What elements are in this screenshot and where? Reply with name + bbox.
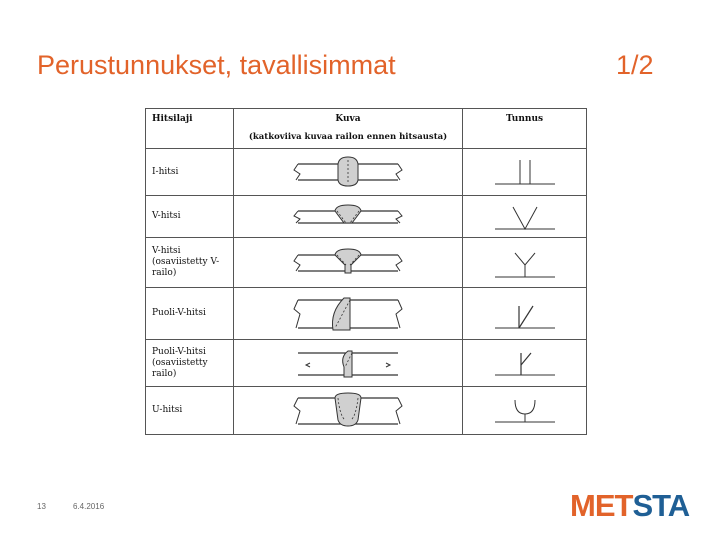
weld-type-name: Puoli-V-hitsi (osaviistetty railo) bbox=[146, 340, 234, 387]
weld-type-name: I-hitsi bbox=[146, 149, 234, 196]
slide-number: 13 bbox=[37, 502, 46, 511]
weld-type-name: U-hitsi bbox=[146, 387, 234, 435]
i-weld-symbol-icon bbox=[463, 149, 587, 196]
half-y-weld-symbol-icon bbox=[463, 340, 587, 387]
header-image-subtitle: (katkoviiva kuvaa railon ennen hitsausta) bbox=[248, 132, 448, 142]
table-row bbox=[146, 238, 587, 288]
header-symbol: Tunnus bbox=[463, 109, 587, 149]
weld-type-name: V-hitsi bbox=[146, 196, 234, 238]
logo-part-met: MET bbox=[570, 488, 633, 523]
u-weld-cross-section-icon bbox=[234, 387, 463, 435]
half-v-weld-cross-section-icon bbox=[234, 288, 463, 340]
page-indicator: 1/2 bbox=[616, 50, 654, 80]
partial-half-v-weld-cross-section-icon bbox=[234, 340, 463, 387]
i-weld-cross-section-icon bbox=[234, 149, 463, 196]
table-row bbox=[146, 288, 587, 340]
table-row bbox=[146, 340, 587, 387]
header-weld-type: Hitsilaji bbox=[146, 109, 234, 149]
v-weld-symbol-icon bbox=[463, 196, 587, 238]
weld-type-name: V-hitsi (osaviistetty V-railo) bbox=[146, 238, 234, 288]
u-weld-symbol-icon bbox=[463, 387, 587, 435]
slide-date: 6.4.2016 bbox=[73, 502, 105, 511]
table-row bbox=[146, 387, 587, 435]
table-row bbox=[146, 196, 587, 238]
table-row bbox=[146, 149, 587, 196]
header-image: Kuva (katkoviiva kuvaa railon ennen hitsausta) bbox=[234, 109, 463, 149]
v-weld-cross-section-icon bbox=[234, 196, 463, 238]
logo-part-sta: STA bbox=[632, 488, 690, 523]
table-header-row bbox=[146, 109, 587, 149]
y-weld-symbol-icon bbox=[463, 238, 587, 288]
weld-types-table bbox=[145, 108, 587, 435]
partial-v-weld-cross-section-icon bbox=[234, 238, 463, 288]
slide-title: Perustunnukset, tavallisimmat bbox=[37, 50, 396, 80]
weld-type-name: Puoli-V-hitsi bbox=[146, 288, 234, 340]
half-v-weld-symbol-icon bbox=[463, 288, 587, 340]
metsta-logo bbox=[570, 488, 689, 524]
